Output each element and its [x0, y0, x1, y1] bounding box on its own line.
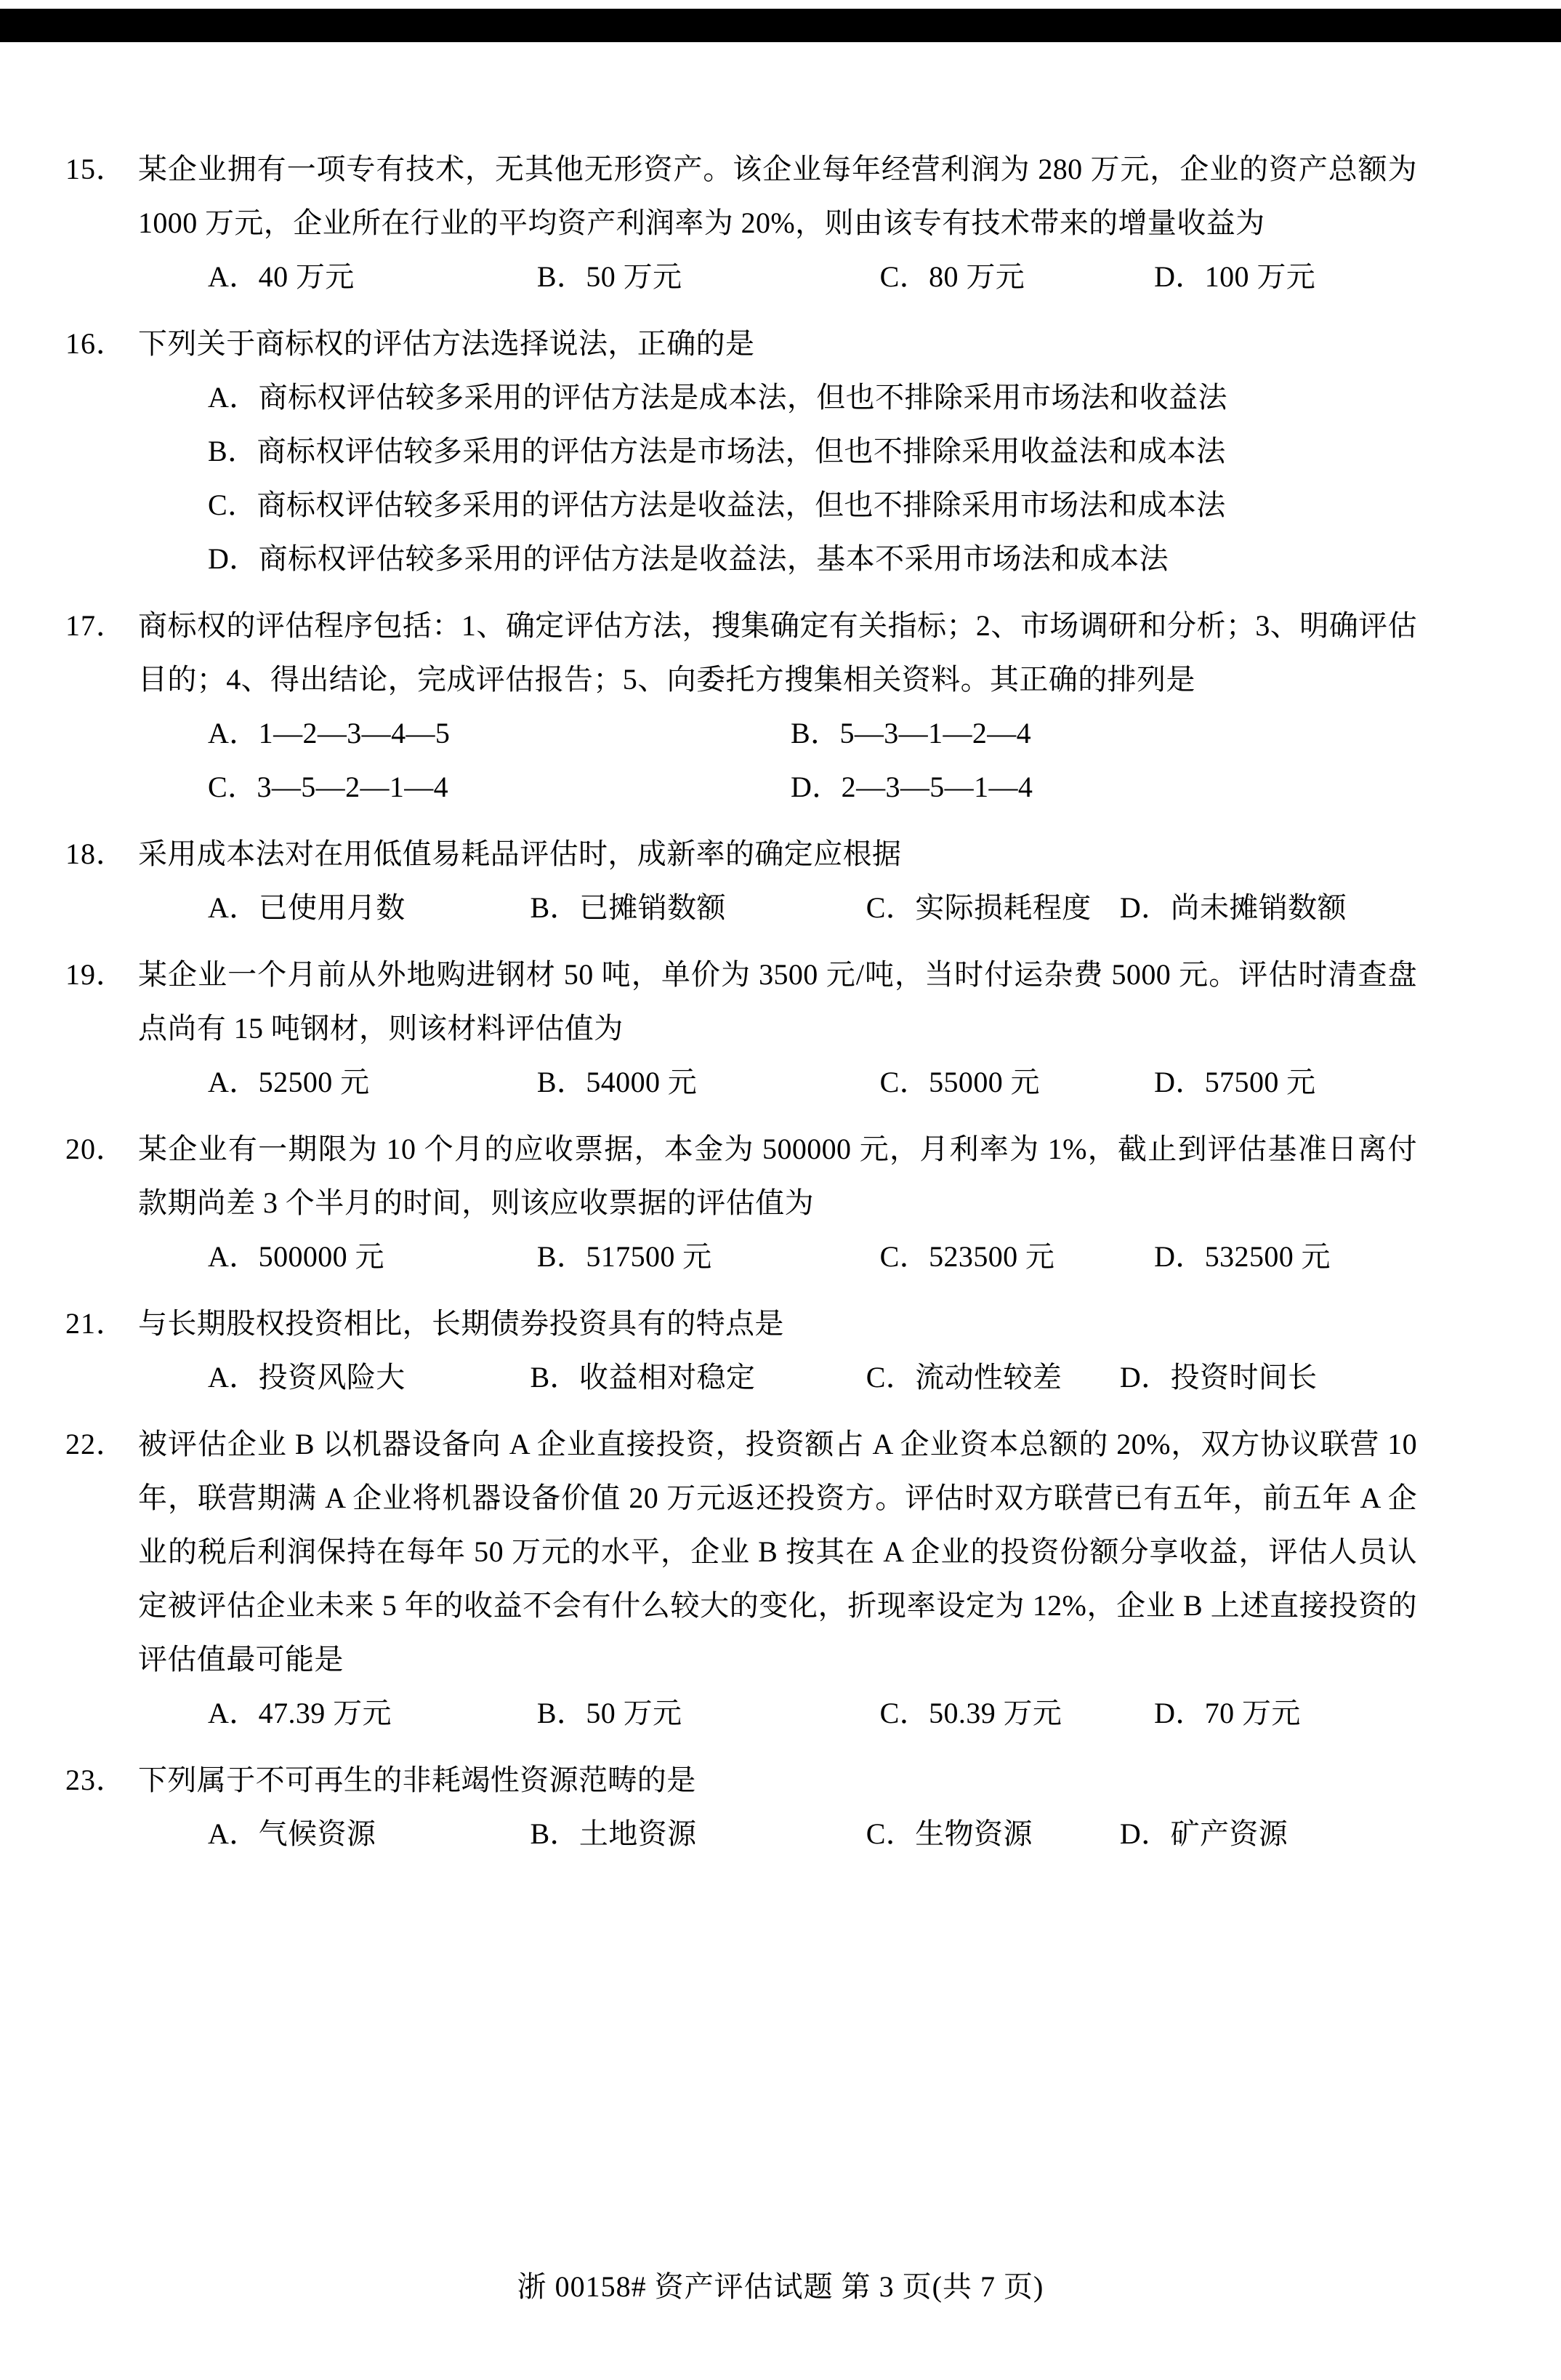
answer-option[interactable]: B．54000 元	[536, 1066, 698, 1098]
question-number: 18．	[65, 837, 126, 870]
option-group	[138, 881, 1374, 935]
question-text: 下列关于商标权的评估方法选择说法，正确的是	[138, 327, 755, 360]
answer-option[interactable]: B．5—3—1—2—4	[791, 717, 1032, 749]
answer-option[interactable]: A．500000 元	[208, 1240, 384, 1273]
answer-option[interactable]: D．2—3—5—1—4	[791, 771, 1033, 803]
question-list	[0, 142, 1561, 1874]
answer-option[interactable]: D．商标权评估较多采用的评估方法是收益法，基本不采用市场法和成本法	[208, 542, 1169, 575]
question	[0, 142, 1561, 304]
answer-option[interactable]: C．55000 元	[879, 1066, 1040, 1098]
answer-option[interactable]: B．土地资源	[530, 1817, 697, 1850]
answer-option[interactable]: C．80 万元	[879, 260, 1025, 293]
answer-option[interactable]: A．40 万元	[208, 260, 355, 293]
question-text: 某企业有一期限为 10 个月的应收票据，本金为 500000 元，月利率为 1%，截止到评估基准日离付款期尚差 3 个半月的时间，则该应收票据的评估值为	[138, 1133, 1417, 1219]
answer-option[interactable]: B．517500 元	[536, 1240, 712, 1273]
answer-option[interactable]: A．1—2—3—4—5	[208, 717, 451, 749]
answer-option[interactable]: B．50 万元	[536, 260, 682, 293]
answer-option[interactable]: D．100 万元	[1154, 260, 1316, 293]
answer-option[interactable]: A．52500 元	[208, 1066, 370, 1098]
question-number: 22．	[65, 1428, 126, 1460]
answer-option[interactable]: A．已使用月数	[208, 891, 406, 924]
answer-option[interactable]: D．投资时间长	[1119, 1361, 1318, 1394]
question-text: 被评估企业 B 以机器设备向 A 企业直接投资，投资额占 A 企业资本总额的 20%，双方协议联营 10 年，联营期满 A 企业将机器设备价值 20 万元返还投资方。评估时双方联营已有五年，前五年 A 企业的税后利润保持在每年 50 万元的水平，企业 B 按其在 A 企业的投资份额分享收益，评估人员认定被评估企业未来 5 年的收益不会有什么较大的变化，折现率设定为 12%，企业 B 上述直接投资的评估值最可能是	[138, 1428, 1417, 1676]
answer-option[interactable]: C．流动性较差	[866, 1361, 1062, 1394]
question	[0, 1297, 1561, 1404]
option-group	[138, 1056, 1374, 1109]
option-group	[138, 250, 1374, 304]
option-group	[138, 1351, 1374, 1404]
option-group	[138, 1686, 1374, 1740]
answer-option[interactable]: A．气候资源	[208, 1817, 376, 1850]
answer-option[interactable]: B．收益相对稳定	[530, 1361, 756, 1394]
answer-option[interactable]: A．47.39 万元	[208, 1697, 392, 1729]
answer-option[interactable]: C．3—5—2—1—4	[208, 771, 449, 803]
question-text: 某企业拥有一项专有技术，无其他无形资产。该企业每年经营利润为 280 万元，企业的资产总额为 1000 万元，企业所在行业的平均资产利润率为 20%，则由该专有技术带来的增量收益为	[138, 153, 1417, 239]
page-footer: 浙 00158# 资产评估试题 第 3 页(共 7 页)	[517, 2270, 1044, 2303]
answer-option[interactable]: B．已摊销数额	[530, 891, 726, 924]
option-group	[138, 371, 1420, 586]
question	[0, 948, 1561, 1109]
question-text: 商标权的评估程序包括：1、确定评估方法，搜集确定有关指标；2、市场调研和分析；3、明确评估目的；4、得出结论，完成评估报告；5、向委托方搜集相关资料。其正确的排列是	[138, 609, 1417, 696]
answer-option[interactable]: D．532500 元	[1154, 1240, 1331, 1273]
option-group	[138, 1807, 1374, 1861]
answer-option[interactable]: D．70 万元	[1154, 1697, 1301, 1729]
question	[0, 1418, 1561, 1740]
question-text: 与长期股权投资相比，长期债券投资具有的特点是	[138, 1307, 784, 1340]
answer-option[interactable]: D．尚未摊销数额	[1119, 891, 1347, 924]
question-number: 21．	[65, 1307, 126, 1340]
question	[0, 317, 1561, 586]
answer-option[interactable]: B．50 万元	[536, 1697, 682, 1729]
question-number: 15．	[65, 153, 126, 185]
answer-option[interactable]: A．商标权评估较多采用的评估方法是成本法，但也不排除采用市场法和收益法	[208, 381, 1227, 414]
answer-option[interactable]: D．矿产资源	[1119, 1817, 1288, 1850]
question-text: 采用成本法对在用低值易耗品评估时，成新率的确定应根据	[138, 837, 902, 870]
question	[0, 1753, 1561, 1861]
answer-option[interactable]: C．50.39 万元	[879, 1697, 1062, 1729]
option-group	[138, 707, 1374, 814]
answer-option[interactable]: C．生物资源	[866, 1817, 1033, 1850]
question-text: 某企业一个月前从外地购进钢材 50 吨，单价为 3500 元/吨，当时付运杂费 5000 元。评估时清查盘点尚有 15 吨钢材，则该材料评估值为	[138, 958, 1417, 1045]
question	[0, 827, 1561, 935]
scan-artifact-black-bar	[0, 9, 1561, 42]
question	[0, 1122, 1561, 1284]
answer-option[interactable]: C．实际损耗程度	[866, 891, 1092, 924]
question-number: 23．	[65, 1764, 126, 1796]
answer-option[interactable]: C．523500 元	[879, 1240, 1055, 1273]
answer-option[interactable]: C．商标权评估较多采用的评估方法是收益法，但也不排除采用市场法和成本法	[208, 489, 1226, 521]
answer-option[interactable]: A．投资风险大	[208, 1361, 406, 1394]
answer-option[interactable]: D．57500 元	[1154, 1066, 1316, 1098]
question	[0, 599, 1561, 814]
answer-option[interactable]: B．商标权评估较多采用的评估方法是市场法，但也不排除采用收益法和成本法	[208, 435, 1226, 467]
option-group	[138, 1230, 1374, 1284]
question-number: 17．	[65, 609, 126, 642]
question-number: 19．	[65, 958, 126, 991]
question-text: 下列属于不可再生的非耗竭性资源范畴的是	[138, 1764, 696, 1796]
question-number: 20．	[65, 1133, 126, 1165]
question-number: 16．	[65, 327, 126, 360]
